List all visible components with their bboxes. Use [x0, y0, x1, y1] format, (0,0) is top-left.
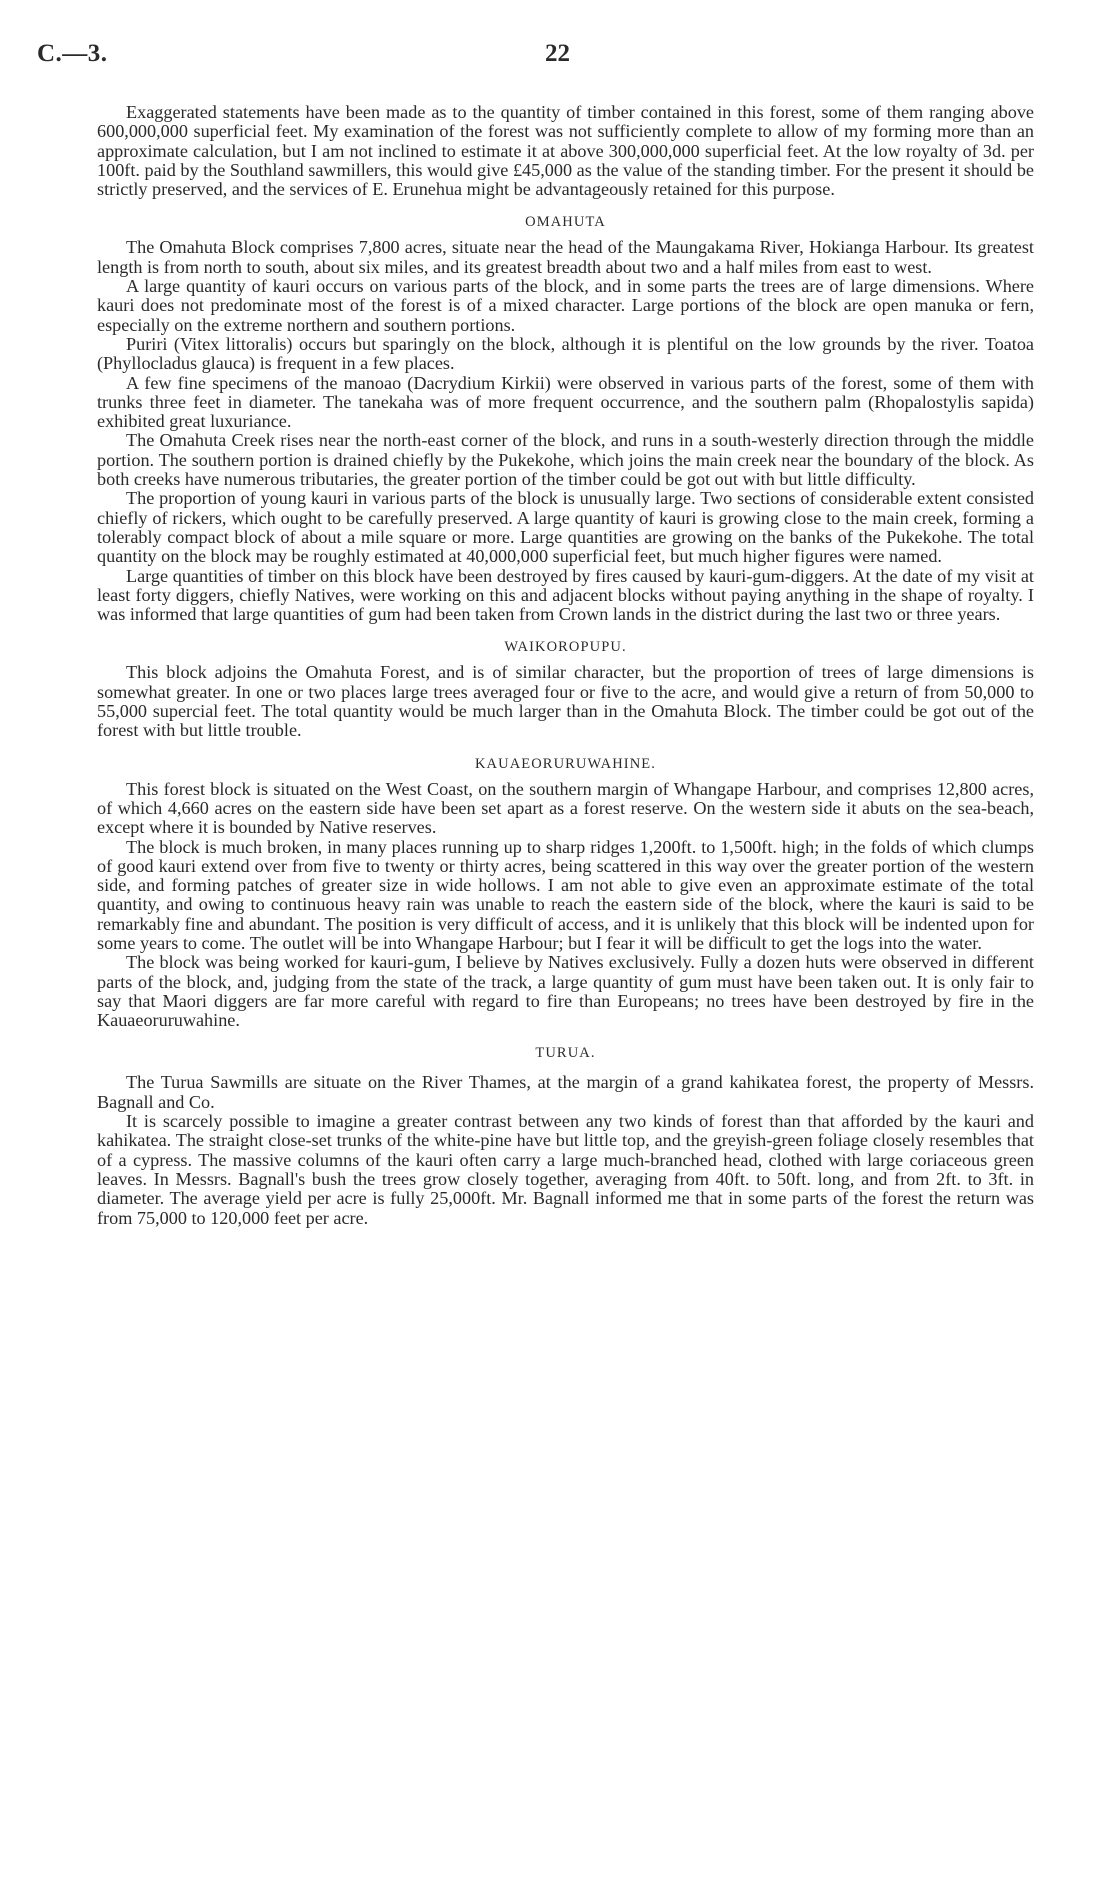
paragraph: The block was being worked for kauri-gum, I believe by Natives exclusively. Fully a dozen huts were observed in different parts of the block, and, judging from the state of the track, a large quantity of gum must have been taken out. It is only fair to say that Maori diggers are far more careful with regard to fire than Europeans; no trees have been destroyed by fire in the Kauaeoruruwahine. — [97, 952, 1034, 1031]
paragraph: The proportion of young kauri in various parts of the block is unusually large. Two sections of considerable extent consisted chiefly of rickers, which ought to be carefully preserved. A large quantity of kauri is growing close to the main creek, forming a tolerably compact block of about a mile square or more. Large quantities are growing on the banks of the Pukekohe. The total quantity on the block may be roughly estimated at 40,000,000 superficial feet, but much higher figures were named. — [97, 488, 1034, 567]
paragraph: The Omahuta Block comprises 7,800 acres, situate near the head of the Maungakama River, Hokianga Harbour. Its greatest length is from north to south, about six miles, and its greatest breadth about two and a half miles from east to west. — [97, 237, 1034, 277]
paragraph: This block adjoins the Omahuta Forest, and is of similar character, but the proportion of trees of large dimensions is somewhat greater. In one or two places large trees averaged four or five to the acre, and would give a return of from 50,000 to 55,000 supercial feet. The total quantity would be much larger than in the Omahuta Block. The timber could be got out of the forest with but little trouble. — [97, 662, 1034, 741]
paragraph: This forest block is situated on the West Coast, on the southern margin of Whangape Harbour, and comprises 12,800 acres, of which 4,660 acres on the eastern side have been set apart as a forest reserve. On the western side it abuts on the sea-beach, except where it is bounded by Native reserves. — [97, 778, 1034, 838]
paragraph: A few fine specimens of the manoao (Dacrydium Kirkii) were observed in various parts of the forest, some of them with trunks three feet in diameter. The tanekaha was of more frequent occurrence, and the southern palm (Rhopalostylis sapida) exhibited great luxuriance. — [97, 372, 1034, 432]
paragraph: Large quantities of timber on this block have been destroyed by fires caused by kauri-gum-diggers. At the date of my visit at least forty diggers, chiefly Natives, were working on this and adjacent blocks without paying anything in the shape of royalty. I was informed that large quantities of gum had been taken from Crown lands in the district during the last two or three years. — [97, 565, 1034, 625]
section-heading: KAUAEORURUWAHINE. — [474, 755, 656, 772]
section-heading: OMAHUTA — [525, 214, 606, 231]
paragraph: The block is much broken, in many places running up to sharp ridges 1,200ft. to 1,500ft. high; in the folds of which clumps of good kauri extend over from five to twenty or thirty acres, being scattered in this way over the greater portion of the western side, and forming patches of greater size in wide hollows. I am not able to give even an approximate estimate of the total quantity, and owing to continuous heavy rain was unable to reach the eastern side of the block, where the kauri is said to be remarkably fine and abundant. The position is very difficult of access, and it is unlikely that this block will be indented upon for some years to come. The outlet will be into Whangape Harbour; but I fear it will be difficult to get the logs into the water. — [97, 836, 1034, 953]
document-reference: C.—3. — [37, 40, 108, 67]
paragraph: The Turua Sawmills are situate on the River Thames, at the margin of a grand kahikatea forest, the property of Messrs. Bagnall and Co. — [97, 1072, 1034, 1112]
paragraph: Puriri (Vitex littoralis) occurs but sparingly on the block, although it is plentiful on the low grounds by the river. Toatoa (Phyllocladus glauca) is frequent in a few places. — [97, 333, 1034, 374]
section-heading: WAIKOROPUPU. — [504, 639, 627, 656]
paragraph: A large quantity of kauri occurs on various parts of the block, and in some parts the trees are of large dimensions. Where kauri does not predominate most of the forest is of a mixed character. Large portions of the block are open manuka or fern, especially on the extreme northern and southern portions. — [97, 276, 1034, 335]
document-body — [97, 103, 1034, 1228]
paragraph: Exaggerated statements have been made as to the quantity of timber contained in this forest, some of them ranging above 600,000,000 superficial feet. My examination of the forest was not sufficiently complete to allow of my forming more than an approximate calculation, but I am not inclined to estimate it at above 300,000,000 superficial feet. At the low royalty of 3d. per 100ft. paid by the Southland sawmillers, this would give £45,000 as the value of the standing timber. For the present it should be strictly preserved, and the services of E. Erunehua might be advantageously retained for this purpose. — [97, 102, 1034, 200]
page-number: 22 — [545, 40, 570, 67]
section-heading: TURUA. — [535, 1045, 596, 1062]
paragraph: It is scarcely possible to imagine a greater contrast between any two kinds of forest than that afforded by the kauri and kahikatea. The straight close-set trunks of the white-pine have but little top, and the greyish-green foliage closely resembles that of a cypress. The massive columns of the kauri often carry a large much-branched head, clothed with large coriaceous green leaves. In Messrs. Bagnall's bush the trees grow closely together, averaging from 40ft. to 50ft. long, and from 2ft. to 3ft. in diameter. The average yield per acre is fully 25,000ft. Mr. Bagnall informed me that in some parts of the forest the return was from 75,000 to 120,000 feet per acre. — [97, 1111, 1034, 1228]
paragraph: The Omahuta Creek rises near the north-east corner of the block, and runs in a south-westerly direction through the middle portion. The southern portion is drained chiefly by the Pukekohe, which joins the main creek near the boundary of the block. As both creeks have numerous tributaries, the greater portion of the timber could be got out with but little difficulty. — [97, 430, 1034, 490]
